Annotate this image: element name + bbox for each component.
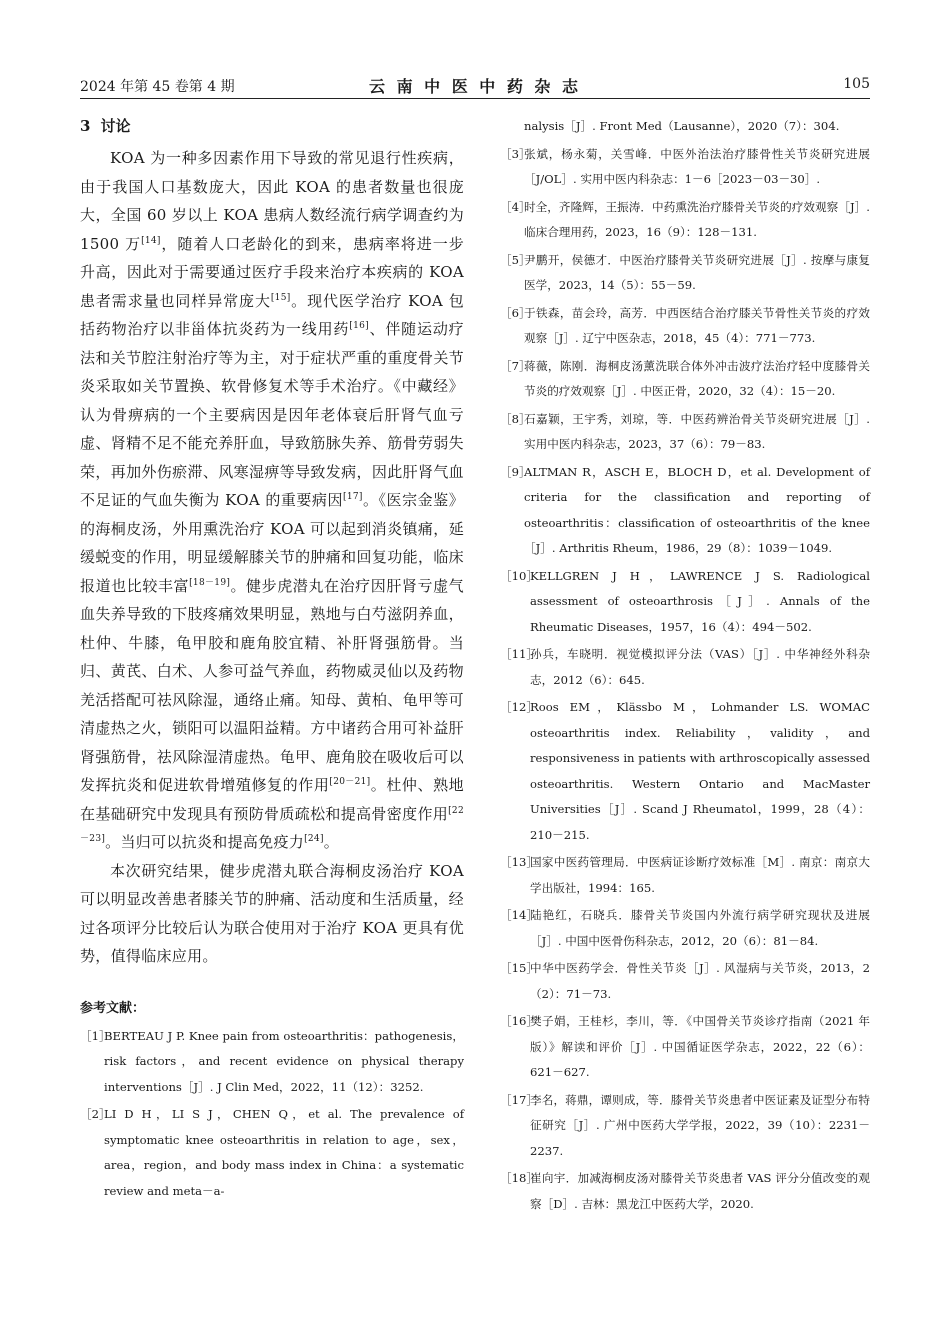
running-header <box>80 74 870 99</box>
reference-number: ［5］ <box>500 252 531 267</box>
reference-number: ［16］ <box>500 1014 538 1028</box>
reference-item <box>500 903 870 954</box>
paragraph-text: 。杜仲、熟地在基础研究中发现具有预防骨质疏松和提高骨密度作用 <box>80 776 464 823</box>
reference-text: 蒋薇，陈刚．海桐皮汤薰洗联合体外冲击波疗法治疗轻中度膝骨关节炎的疗效观察［J］. 中医正骨，2020，32（4）：15－20. <box>524 358 870 398</box>
reference-text: 孙兵，车晓明．视觉模拟评分法（VAS）［J］. 中华神经外科杂志，2012（6）：645. <box>530 647 870 687</box>
reference-text: 石嘉颖，王宇秀，刘琼，等．中医药辨治骨关节炎研究进展［J］. 实用中医内科杂志，2023，37（6）：79－83. <box>524 411 870 451</box>
paragraph-text: KOA 为一种多因素作用下导致的常见退行性疾病，由于我国人口基数庞大，因此 KOA 的患者数量也很庞大，全国 60 岁以上 KOA 患病人数经流行病学调查约为 1500 万 <box>80 149 464 253</box>
right-column <box>500 114 870 1219</box>
reference-number: ［13］ <box>500 855 538 869</box>
citation-marker[interactable]: [22－23] <box>80 805 464 844</box>
citation-marker[interactable]: [14] <box>141 235 161 246</box>
citation-marker[interactable]: [18－19] <box>189 577 231 588</box>
reference-item <box>500 956 870 1007</box>
paragraph-text: 。《医宗金鉴》的海桐皮汤，外用熏洗治疗 KOA 可以起到消炎镇痛，延缓蜕变的作用，明显缓解膝关节的肿痛和回复功能，临床报道也比较丰富 <box>80 491 465 595</box>
reference-number: ［4］ <box>500 199 531 214</box>
reference-number: ［15］ <box>500 961 538 975</box>
paragraph-text: 。 <box>323 833 340 851</box>
references-heading: 参考文献： <box>80 1000 146 1016</box>
reference-number: ［18］ <box>500 1171 538 1185</box>
reference-text: 李名，蒋鼎，谭则成，等．膝骨关节炎患者中医证素及证型分布特征研究［J］. 广州中医药大学学报，2022，39（10）：2231－2237. <box>530 1092 870 1158</box>
citation-marker[interactable]: [15] <box>270 292 291 303</box>
reference-text: 于铁森，苗会玲，高芳．中西医结合治疗膝关节骨性关节炎的疗效观察［J］. 辽宁中医杂志，2018，45（4）：771－773. <box>524 305 870 345</box>
section-heading <box>80 114 464 138</box>
reference-item <box>80 1024 464 1101</box>
reference-number: ［7］ <box>500 358 531 373</box>
reference-number: ［6］ <box>500 305 531 320</box>
reference-text: 国家中医药管理局．中医病证诊断疗效标准［M］. 南京：南京大学出版社，1994：165. <box>530 855 870 895</box>
reference-number: ［8］ <box>500 411 531 426</box>
reference-text: 崔向宇．加减海桐皮汤对膝骨关节炎患者 VAS 评分分值改变的观察［D］. 吉林：黑龙江中医药大学，2020. <box>530 1171 870 1211</box>
reference-list-left <box>80 1024 464 1205</box>
reference-list-right <box>500 142 870 1218</box>
reference-text: 中华中医药学会．骨性关节炎［J］. 风湿病与关节炎，2013，2（2）：71－73. <box>530 961 870 1001</box>
reference-item <box>500 850 870 901</box>
reference-item <box>500 248 870 299</box>
citation-marker[interactable]: [24] <box>304 834 324 844</box>
paragraph-text: 。健步虎潜丸在治疗因肝肾亏虚气血失养导致的下肢疼痛效果明显，熟地与白芍滋阴养血，杜仲、牛膝，龟甲胶和鹿角胶宜精、补肝肾强筋骨。当归、黄芪、白术、人参可益气养血，药物威灵仙以及药物羌活搭配可祛风除湿，通络止痛。知母、黄柏、龟甲等可清虚热之火，锁阳可以温阳益精。方中诸药合用可补益肝肾强筋骨，祛风除湿清虚热。龟甲、鹿角胶在吸收后可以发挥抗炎和促进软骨增殖修复的作用 <box>80 576 464 794</box>
paragraph-text: 。现代医学治疗 KOA 包括药物治疗以非甾体抗炎药为一线用药 <box>80 291 464 338</box>
paragraph-text: 。当归可以抗炎和提高免疫力 <box>105 833 305 851</box>
reference-text: 时全，齐隆辉，王振涛．中药熏洗治疗膝骨关节炎的疗效观察［J］. 临床合理用药，2023，16（9）：128－131. <box>524 199 870 239</box>
citation-marker[interactable]: [16] <box>349 321 369 331</box>
reference-text: 樊子娟，王桂杉，李川，等．《中国骨关节炎诊疗指南（2021 年版）》解读和评价［J］. 中国循证医学杂志，2022，22（6）：621－627. <box>530 1014 870 1079</box>
reference-number: ［17］ <box>500 1092 538 1107</box>
reference-item <box>500 407 870 458</box>
body-paragraph <box>80 857 464 971</box>
citation-marker[interactable]: [17] <box>343 492 363 502</box>
reference-number: ［1］ <box>80 1028 111 1043</box>
reference-item <box>500 354 870 405</box>
left-column <box>80 114 464 1206</box>
reference-item <box>500 1166 870 1217</box>
reference-continuation-text: nalysis［J］. Front Med（Lausanne），2020（7）：304. <box>524 119 840 133</box>
reference-item <box>500 142 870 193</box>
reference-item <box>500 564 870 641</box>
journal-title: 云 南 中 医 中 药 杂 志 <box>369 77 581 96</box>
reference-text: BERTEAU J P. Knee pain from osteoarthritis：pathogenesis，risk factors，and recent evidence on physical therapy interventions［J］. J Clin Med，2022，11（12）：3252. <box>104 1028 464 1094</box>
reference-text: 陆艳红，石晓兵．膝骨关节炎国内外流行病学研究现状及进展［J］. 中国中医骨伤科杂志，2012，20（6）：81－84. <box>530 908 870 948</box>
reference-item <box>80 1102 464 1204</box>
reference-number: ［2］ <box>80 1107 111 1121</box>
reference-number: ［14］ <box>500 908 538 922</box>
reference-text: KELLGREN J H，LAWRENCE J S. Radiological assessment of osteoarthrosis［J］. Annals of the Rheumatic Diseases，1957，16（4）：494－502. <box>530 568 870 634</box>
reference-text: LI D H，LI S J，CHEN Q，et al. The prevalence of symptomatic knee osteoarthritis in relation to age，sex，area，region，and body mass index in China：a systematic review and meta－a- <box>104 1107 464 1198</box>
paragraph-text: ，随着人口老龄化的到来，患病率将进一步升高，因此对于需要通过医疗手段来治疗本疾病的 KOA 患者需求量也同样异常庞大 <box>80 234 464 310</box>
reference-continuation <box>500 114 870 140</box>
issue-info: 2024 年第 45 卷第 4 期 <box>80 79 235 95</box>
reference-number: ［11］ <box>500 647 538 661</box>
reference-text: Roos EM，Klässbo M，Lohmander LS. WOMAC osteoarthritis index. Reliability，validity，and responsiveness in patients with arthroscopically assessed osteoarthritis. Western Ontario and MacMaster Universities［J］. Scand J Rheumatol，1999，28（4）：210－215. <box>530 700 870 842</box>
body-paragraph <box>80 144 464 857</box>
discussion-body <box>80 144 464 971</box>
reference-number: ［9］ <box>500 464 531 479</box>
reference-text: ALTMAN R，ASCH E，BLOCH D，et al. Development of criteria for the classification and reporting of osteoarthritis：classification of osteoarthritis of the knee［J］. Arthritis Rheum，1986，29（8）：1039－1049. <box>524 464 870 555</box>
reference-item <box>500 460 870 562</box>
page-number: 105 <box>843 76 870 92</box>
section-number: 3 <box>80 117 91 135</box>
reference-item <box>500 301 870 352</box>
paragraph-text: 本次研究结果，健步虎潜丸联合海桐皮汤治疗 KOA 可以明显改善患者膝关节的肿痛、活动度和生活质量，经过各项评分比较后认为联合使用对于治疗 KOA 更具有优势，值得临床应用。 <box>80 861 464 965</box>
reference-item <box>500 1009 870 1086</box>
reference-number: ［10］ <box>500 568 538 583</box>
citation-marker[interactable]: [20－21] <box>329 777 371 787</box>
reference-item <box>500 642 870 693</box>
reference-text: 尹鹏开，侯德才．中医治疗膝骨关节炎研究进展［J］. 按摩与康复医学，2023，14（5）：55－59. <box>524 252 870 292</box>
reference-item <box>500 195 870 246</box>
section-title: 讨论 <box>100 117 131 135</box>
reference-item <box>500 695 870 848</box>
reference-number: ［3］ <box>500 146 531 161</box>
reference-text: 张斌，杨永菊，关雪峰．中医外治法治疗膝骨性关节炎研究进展［J/OL］. 实用中医内科杂志：1－6［2023－03－30］. <box>524 146 870 186</box>
reference-item <box>500 1088 870 1165</box>
paragraph-text: 、伴随运动疗法和关节腔注射治疗等为主，对于症状严重的重度骨关节炎采取如关节置换、软骨修复术等手术治疗。《中藏经》认为骨痹病的一个主要病因是因年老体衰后肝肾气血亏虚、肾精不足不能充养肝血，导致筋脉失养、筋骨劳弱失荣，再加外伤瘀滞、风寒湿痹等导致发病，因此肝肾气血不足证的气血失衡为 KOA 的重要病因 <box>80 320 464 509</box>
reference-number: ［12］ <box>500 700 538 714</box>
